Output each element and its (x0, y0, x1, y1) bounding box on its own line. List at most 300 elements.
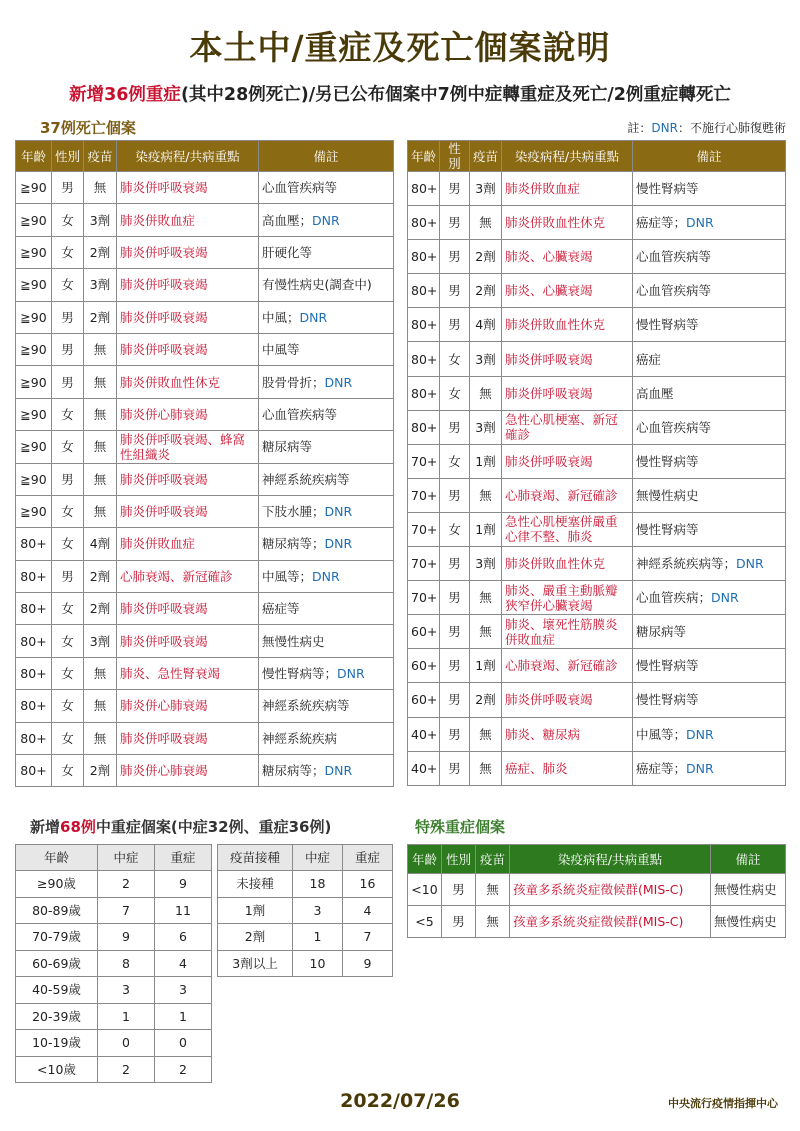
remark-text: 中風等 (262, 342, 300, 358)
category-cell: 80-89歲 (16, 897, 98, 924)
remark-cell (259, 593, 394, 625)
age-cell: 80+ (408, 342, 440, 376)
remark-text: 有慢性病史(調查中) (262, 277, 372, 293)
remark-text: 慢性腎病等 (636, 521, 699, 537)
col-header-course: 染疫病程/共病重點 (117, 141, 259, 172)
age-cell: 80+ (408, 410, 440, 444)
course-cell: 孩童多系統炎症徵候群(MIS-C) (510, 874, 711, 906)
age-cell: 80+ (408, 240, 440, 274)
table-row (408, 683, 786, 717)
col-header-moderate: 中症 (98, 845, 155, 871)
table-row (16, 690, 394, 722)
age-summary-table (15, 844, 212, 1083)
course-cell: 肺炎、急性腎衰竭 (117, 657, 259, 689)
vaccine-cell: 4劑 (84, 528, 117, 560)
remark-text: 慢性腎病等； (262, 666, 338, 682)
remark-cell (259, 560, 394, 592)
vaccine-cell: 1劑 (470, 649, 502, 683)
remark-cell (633, 274, 786, 308)
col-header-sex: 性別 (442, 845, 476, 874)
sex-cell: 女 (52, 204, 84, 236)
age-cell: 60+ (408, 649, 440, 683)
remark-cell (633, 206, 786, 240)
vaccine-cell: 3劑 (84, 269, 117, 301)
remark-text: 慢性腎病等 (636, 181, 699, 197)
age-cell: 80+ (408, 376, 440, 410)
course-cell: 肺炎併呼吸衰竭 (502, 444, 633, 478)
table-row (16, 755, 394, 787)
sex-cell: 女 (52, 398, 84, 430)
vaccine-cell: 3劑 (470, 410, 502, 444)
sex-cell: 女 (52, 657, 84, 689)
age-cell: ≧90 (16, 301, 52, 333)
age-cell: 40+ (408, 751, 440, 785)
age-cell: 80+ (16, 755, 52, 787)
sex-cell: 女 (52, 625, 84, 657)
remark-text: 糖尿病等； (262, 763, 325, 779)
sex-cell: 男 (440, 308, 470, 342)
table-row (16, 977, 212, 1004)
course-cell: 急性心肌梗塞併嚴重心律不整、肺炎 (502, 512, 633, 546)
vaccine-cell: 2劑 (84, 593, 117, 625)
remark-cell (259, 236, 394, 268)
age-cell: ≧90 (16, 204, 52, 236)
age-cell: 80+ (16, 593, 52, 625)
remark-cell (259, 366, 394, 398)
category-cell: 1劑 (218, 897, 293, 924)
category-cell: ≥90歲 (16, 871, 98, 898)
age-cell: <10 (408, 874, 442, 906)
age-cell: ≧90 (16, 269, 52, 301)
course-cell: 肺炎併呼吸衰竭 (117, 301, 259, 333)
dnr-tag: DNR (324, 504, 353, 520)
moderate-cell: 3 (293, 897, 343, 924)
age-cell: 80+ (408, 308, 440, 342)
table-row (218, 871, 393, 898)
remark-text: 癌症 (636, 351, 662, 367)
sex-cell: 男 (52, 333, 84, 365)
age-cell: 70+ (408, 547, 440, 581)
remark-cell (259, 333, 394, 365)
vaccine-cell: 3劑 (470, 172, 502, 206)
moderate-cell: 1 (98, 1003, 155, 1030)
remark-text: 癌症等 (262, 601, 300, 617)
col-header-age: 年齡 (408, 141, 440, 172)
sex-cell: 男 (440, 615, 470, 649)
dnr-tag: DNR (686, 726, 714, 742)
col-header-remark: 備註 (259, 141, 394, 172)
course-cell: 肺炎併敗血症 (117, 204, 259, 236)
dnr-note: 註：DNR：不施行心肺復甦術 (627, 121, 786, 135)
course-cell: 肺炎併心肺衰竭 (117, 755, 259, 787)
dnr-tag: DNR (324, 374, 353, 390)
course-cell: 肺炎併呼吸衰竭 (117, 722, 259, 754)
course-cell: 肺炎併呼吸衰竭 (117, 269, 259, 301)
vaccine-cell: 無 (84, 722, 117, 754)
course-cell: 肺炎併呼吸衰竭 (502, 342, 633, 376)
age-cell: 70+ (408, 512, 440, 546)
col-header-vaccine: 疫苗 (84, 141, 117, 172)
severe-heading: 新增68例中重症個案(中症32例、重症36例) (30, 818, 332, 836)
remark-text: 神經系統疾病 (262, 730, 338, 746)
vaccine-cell: 無 (84, 431, 117, 463)
age-cell: ≧90 (16, 463, 52, 495)
remark-cell (633, 478, 786, 512)
age-cell: 80+ (408, 206, 440, 240)
vaccine-cell: 無 (84, 366, 117, 398)
vaccine-cell: 無 (84, 398, 117, 430)
remark-text: 無慢性病史 (636, 487, 699, 503)
table-row (16, 236, 394, 268)
page-subtitle (0, 81, 800, 106)
sex-cell: 男 (52, 560, 84, 592)
table-row (408, 717, 786, 751)
course-cell: 肺炎、糖尿病 (502, 717, 633, 751)
table-row (16, 172, 394, 204)
remark-text: 肝硬化等 (262, 244, 313, 260)
table-row (408, 874, 786, 906)
table-row (16, 463, 394, 495)
table-row (16, 301, 394, 333)
vaccine-cell: 2劑 (84, 755, 117, 787)
age-cell: ≧90 (16, 366, 52, 398)
table-row (16, 431, 394, 463)
vaccine-cell: 4劑 (470, 308, 502, 342)
course-cell: 肺炎併敗血症 (502, 172, 633, 206)
remark-cell (633, 683, 786, 717)
age-cell: ≧90 (16, 495, 52, 527)
remark-text: 慢性腎病等 (636, 658, 699, 674)
remark-text: 心血管疾病等 (636, 249, 712, 265)
remark-cell (259, 398, 394, 430)
vaccine-cell: 無 (470, 478, 502, 512)
course-cell: 肺炎併敗血性休克 (117, 366, 259, 398)
remark-cell: 無慢性病史 (711, 874, 786, 906)
sex-cell: 女 (52, 495, 84, 527)
remark-text: 高血壓 (636, 385, 674, 401)
remark-cell (259, 172, 394, 204)
table-row (408, 581, 786, 615)
course-cell: 心肺衰竭、新冠確診 (117, 560, 259, 592)
vaccine-cell: 無 (470, 717, 502, 751)
age-cell: ≧90 (16, 172, 52, 204)
table-row (16, 625, 394, 657)
sex-cell: 女 (52, 236, 84, 268)
course-cell: 肺炎、心臟衰竭 (502, 240, 633, 274)
table-row (16, 950, 212, 977)
table-row (16, 528, 394, 560)
col-header-severe: 重症 (343, 845, 393, 871)
sex-cell: 女 (440, 376, 470, 410)
remark-cell (633, 444, 786, 478)
vaccine-cell: 無 (476, 906, 510, 938)
col-header-course: 染疫病程/共病重點 (510, 845, 711, 874)
sex-cell: 男 (440, 172, 470, 206)
vaccine-summary-table (217, 844, 393, 977)
course-cell: 肺炎併呼吸衰竭 (117, 172, 259, 204)
vaccine-cell: 2劑 (470, 240, 502, 274)
severe-cell: 9 (343, 950, 393, 977)
severe-cell: 1 (155, 1003, 212, 1030)
sex-cell: 男 (440, 683, 470, 717)
deaths-table-left (15, 140, 394, 787)
moderate-cell: 0 (98, 1030, 155, 1057)
remark-cell (259, 269, 394, 301)
age-cell: <5 (408, 906, 442, 938)
table-row (408, 751, 786, 785)
table-row (16, 1056, 212, 1083)
moderate-cell: 2 (98, 1056, 155, 1083)
sex-cell: 男 (440, 410, 470, 444)
table-row (218, 924, 393, 951)
table-row (218, 897, 393, 924)
course-cell: 肺炎併敗血性休克 (502, 308, 633, 342)
age-cell: ≧90 (16, 333, 52, 365)
col-header-age: 年齡 (16, 845, 98, 871)
course-cell: 肺炎併敗血症 (117, 528, 259, 560)
table-row (16, 204, 394, 236)
course-cell: 肺炎併呼吸衰竭、蜂窩性組織炎 (117, 431, 259, 463)
course-cell: 癌症、肺炎 (502, 751, 633, 785)
remark-cell (633, 615, 786, 649)
col-header-remark: 備註 (633, 141, 786, 172)
age-cell: 80+ (16, 528, 52, 560)
course-cell: 肺炎併呼吸衰竭 (502, 683, 633, 717)
remark-cell (259, 690, 394, 722)
vaccine-cell: 無 (84, 333, 117, 365)
sex-cell: 女 (440, 512, 470, 546)
vaccine-cell: 1劑 (470, 444, 502, 478)
category-cell: 3劑以上 (218, 950, 293, 977)
remark-text: 中風等； (262, 568, 313, 584)
col-header-sex: 性別 (440, 141, 470, 172)
table-row (16, 593, 394, 625)
age-cell: 40+ (408, 717, 440, 751)
remark-cell (633, 751, 786, 785)
sex-cell: 男 (440, 547, 470, 581)
remark-cell (633, 240, 786, 274)
course-cell: 肺炎併敗血性休克 (502, 206, 633, 240)
table-row (408, 342, 786, 376)
sex-cell: 女 (440, 342, 470, 376)
age-cell: 80+ (408, 274, 440, 308)
table-row (16, 722, 394, 754)
remark-cell (633, 308, 786, 342)
vaccine-cell: 無 (84, 172, 117, 204)
dnr-tag: DNR (736, 556, 764, 572)
sex-cell: 女 (52, 528, 84, 560)
course-cell: 肺炎併呼吸衰竭 (117, 236, 259, 268)
sex-cell: 男 (440, 206, 470, 240)
category-cell: 70-79歲 (16, 924, 98, 951)
vaccine-cell: 無 (470, 751, 502, 785)
table-row (16, 398, 394, 430)
remark-text: 心血管疾病等 (262, 406, 338, 422)
dnr-tag: DNR (686, 215, 714, 231)
sex-cell: 女 (52, 690, 84, 722)
dnr-tag: DNR (312, 568, 340, 584)
deaths-table-right (407, 140, 786, 786)
remark-text: 癌症等； (636, 215, 687, 231)
remark-cell (259, 204, 394, 236)
severe-cell: 2 (155, 1056, 212, 1083)
remark-cell (633, 172, 786, 206)
remark-text: 神經系統疾病等 (262, 698, 350, 714)
dnr-tag: DNR (312, 212, 340, 228)
sex-cell: 男 (440, 751, 470, 785)
remark-cell (633, 342, 786, 376)
severe-cell: 11 (155, 897, 212, 924)
severe-cell: 4 (155, 950, 212, 977)
remark-text: 股骨骨折； (262, 374, 325, 390)
category-cell: 2劑 (218, 924, 293, 951)
vaccine-cell: 無 (470, 581, 502, 615)
deaths-heading: 37例死亡個案 (40, 119, 136, 137)
table-row (16, 366, 394, 398)
vaccine-cell: 無 (470, 206, 502, 240)
remark-text: 慢性腎病等 (636, 692, 699, 708)
table-row (16, 1030, 212, 1057)
age-cell: 60+ (408, 683, 440, 717)
table-row (408, 308, 786, 342)
remark-cell (633, 649, 786, 683)
table-row (408, 410, 786, 444)
remark-cell (633, 376, 786, 410)
vaccine-cell: 2劑 (470, 683, 502, 717)
age-cell: 80+ (16, 625, 52, 657)
sex-cell: 男 (440, 717, 470, 751)
remark-text: 無慢性病史 (262, 633, 325, 649)
vaccine-cell: 2劑 (84, 301, 117, 333)
subtitle-highlight: 新增36例重症 (69, 85, 181, 105)
sex-cell: 男 (442, 874, 476, 906)
remark-text: 慢性腎病等 (636, 317, 699, 333)
remark-text: 心血管疾病等 (636, 419, 712, 435)
course-cell: 肺炎併心肺衰竭 (117, 690, 259, 722)
sex-cell: 男 (442, 906, 476, 938)
dnr-tag: DNR (337, 666, 365, 682)
severe-cell: 7 (343, 924, 393, 951)
vaccine-cell: 無 (84, 690, 117, 722)
vaccine-cell: 無 (470, 615, 502, 649)
remark-cell (259, 528, 394, 560)
remark-text: 下肢水腫； (262, 504, 325, 520)
remark-cell (259, 657, 394, 689)
remark-text: 心血管疾病等 (636, 283, 712, 299)
col-header-severe: 重症 (155, 845, 212, 871)
remark-text: 中風等； (636, 726, 687, 742)
course-cell: 心肺衰竭、新冠確診 (502, 649, 633, 683)
sex-cell: 男 (440, 649, 470, 683)
remark-cell (633, 410, 786, 444)
dnr-tag: DNR (324, 763, 353, 779)
page-title: 本土中/重症及死亡個案說明 (189, 28, 611, 67)
course-cell: 孩童多系統炎症徵候群(MIS-C) (510, 906, 711, 938)
col-header-age: 年齡 (16, 141, 52, 172)
age-cell: 80+ (16, 657, 52, 689)
remark-cell (259, 625, 394, 657)
table-row (408, 512, 786, 546)
sex-cell: 男 (440, 240, 470, 274)
dnr-tag: DNR (686, 760, 714, 776)
vaccine-cell: 無 (476, 874, 510, 906)
course-cell: 心肺衰竭、新冠確診 (502, 478, 633, 512)
age-cell: 80+ (16, 560, 52, 592)
vaccine-cell: 3劑 (84, 625, 117, 657)
moderate-cell: 3 (98, 977, 155, 1004)
remark-text: 神經系統疾病等； (636, 556, 737, 572)
vaccine-cell: 2劑 (470, 274, 502, 308)
col-header-vaccine: 疫苗 (476, 845, 510, 874)
table-row (408, 172, 786, 206)
age-cell: 70+ (408, 444, 440, 478)
age-cell: 80+ (408, 172, 440, 206)
table-row (408, 906, 786, 938)
remark-text: 糖尿病等 (636, 624, 687, 640)
severe-cell: 16 (343, 871, 393, 898)
age-cell: ≧90 (16, 398, 52, 430)
remark-cell (259, 463, 394, 495)
table-row (16, 657, 394, 689)
remark-text: 癌症等； (636, 760, 687, 776)
remark-text: 心血管疾病； (636, 590, 712, 606)
category-cell: 10-19歲 (16, 1030, 98, 1057)
sex-cell: 女 (52, 755, 84, 787)
sex-cell: 男 (440, 274, 470, 308)
remark-text: 心血管疾病等 (262, 180, 338, 196)
course-cell: 肺炎併敗血性休克 (502, 547, 633, 581)
remark-cell (633, 581, 786, 615)
age-cell: 70+ (408, 478, 440, 512)
sex-cell: 男 (52, 301, 84, 333)
remark-cell (259, 495, 394, 527)
course-cell: 肺炎併呼吸衰竭 (117, 625, 259, 657)
moderate-cell: 1 (293, 924, 343, 951)
course-cell: 肺炎、壞死性筋膜炎併敗血症 (502, 615, 633, 649)
vaccine-cell: 無 (84, 657, 117, 689)
course-cell: 肺炎併呼吸衰竭 (502, 376, 633, 410)
dnr-tag: DNR (711, 590, 739, 606)
table-row (408, 274, 786, 308)
table-row (408, 206, 786, 240)
age-cell: 70+ (408, 581, 440, 615)
table-row (408, 649, 786, 683)
category-cell: 40-59歲 (16, 977, 98, 1004)
sex-cell: 男 (52, 172, 84, 204)
moderate-cell: 9 (98, 924, 155, 951)
sex-cell: 女 (52, 593, 84, 625)
table-row (408, 240, 786, 274)
course-cell: 肺炎併呼吸衰竭 (117, 593, 259, 625)
vaccine-cell: 3劑 (470, 547, 502, 581)
moderate-cell: 8 (98, 950, 155, 977)
table-row (218, 950, 393, 977)
course-cell: 肺炎併呼吸衰竭 (117, 463, 259, 495)
remark-text: 中風； (262, 309, 300, 325)
table-row (408, 376, 786, 410)
age-cell: ≧90 (16, 236, 52, 268)
dnr-tag: DNR (299, 309, 328, 325)
vaccine-cell: 2劑 (84, 560, 117, 592)
table-row (16, 495, 394, 527)
col-header-course: 染疫病程/共病重點 (502, 141, 633, 172)
sex-cell: 男 (440, 581, 470, 615)
remark-cell (633, 512, 786, 546)
moderate-cell: 2 (98, 871, 155, 898)
course-cell: 肺炎、嚴重主動脈瓣狹窄併心臟衰竭 (502, 581, 633, 615)
remark-cell (633, 717, 786, 751)
sex-cell: 女 (440, 444, 470, 478)
